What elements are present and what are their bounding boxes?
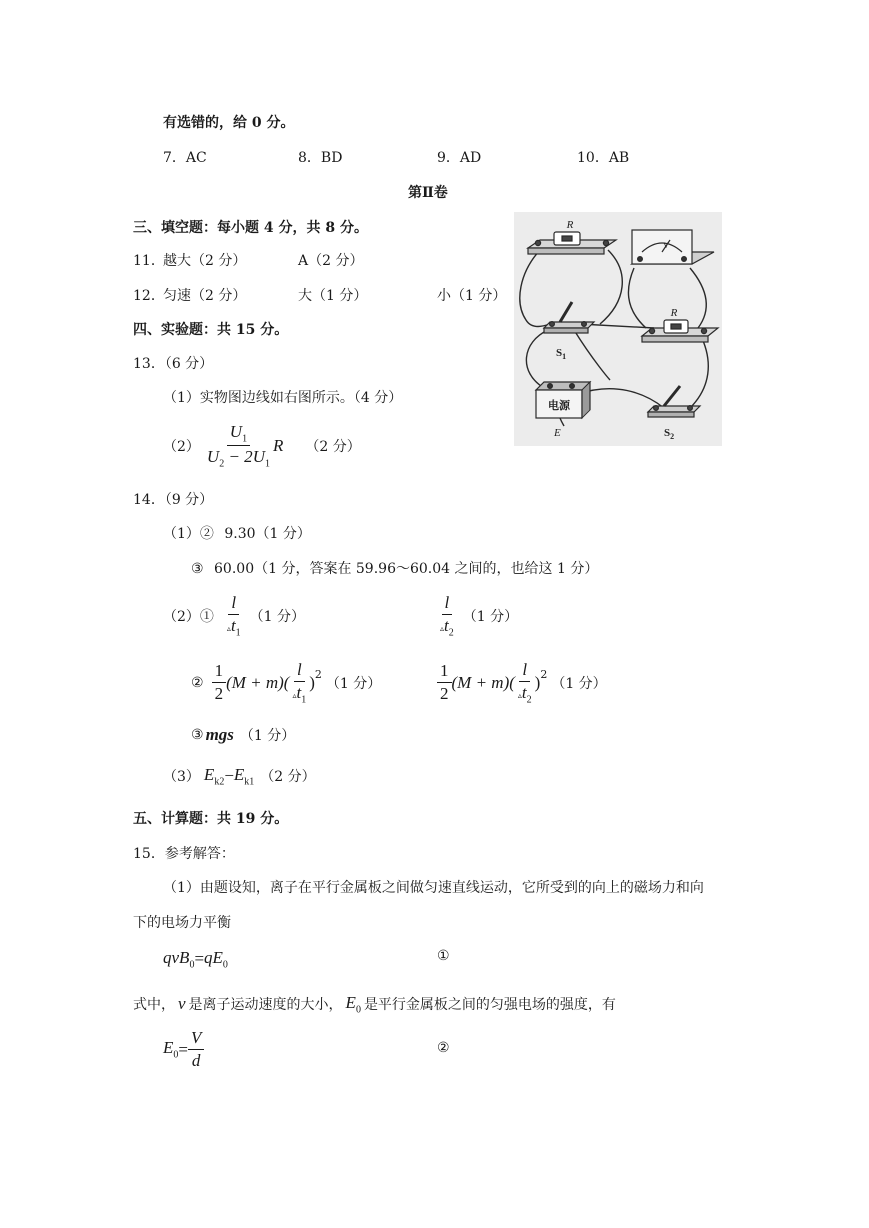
- eq1-rhs: qE: [204, 948, 223, 967]
- q13-numerator: U: [229, 422, 243, 441]
- eq1-marker: ①: [437, 948, 450, 964]
- q14-2-3-score: （1 分）: [239, 728, 296, 744]
- eq1-lhs-sub: 0: [189, 959, 195, 971]
- q14-speed-1-sub: 1: [235, 627, 241, 639]
- q15-equation-1: [163, 948, 228, 970]
- voltmeter-symbol: V: [663, 241, 669, 250]
- q14-square-1: 2: [314, 668, 322, 681]
- answer-8: 8．BD: [298, 150, 343, 166]
- q11-answer-b: A（2 分）: [298, 253, 364, 269]
- q14-square-2: 2: [540, 668, 548, 681]
- section-4-heading: 四、实验题：共 15 分。: [133, 322, 289, 338]
- q14-ke-speed-2: $\frac{l}{▵t_2}$: [517, 660, 532, 706]
- q13-den-a: U: [206, 447, 220, 467]
- q13-part-2-label: （2）: [163, 438, 200, 455]
- q12-answer-b: 大（1 分）: [298, 288, 368, 304]
- q15-number: 15．参考解答：: [133, 846, 235, 862]
- q14-speed-1-num: l: [228, 593, 239, 615]
- prev-section-note: 有选错的，给 0 分。: [163, 115, 295, 131]
- q14-2-2-left: [191, 660, 381, 705]
- q14-2-1-score-b: （1 分）: [462, 608, 519, 625]
- answer-9: 9．AD: [437, 150, 482, 166]
- switch-s2-sub: 2: [670, 432, 675, 441]
- q14-3: [163, 765, 316, 787]
- q14-half-1-num: 1: [212, 661, 227, 683]
- switch-s1-letter: S: [556, 347, 563, 359]
- q14-mass-2: (M + m)(: [451, 672, 515, 692]
- q14-half-2-den: 2: [440, 684, 449, 704]
- q14-close-1: ): [309, 672, 315, 692]
- q14-ek1-sub: k1: [244, 776, 255, 788]
- q14-ek2-sub: k2: [214, 776, 225, 788]
- q14-1-3-answer: 60.00（1 分，答案在 59.96～60.04 之间的，也给这 1 分）: [214, 561, 599, 577]
- q14-circ-3: ③: [191, 727, 204, 743]
- eq2-lhs: E: [163, 1038, 174, 1058]
- q15-equation-2: [163, 1028, 204, 1071]
- eq1-lhs: qvB: [163, 948, 190, 967]
- section-3-heading: 三、填空题：每小题 4 分，共 8 分。: [133, 220, 368, 236]
- power-source-label: 电源: [548, 400, 570, 412]
- q14-ke-speed-2-den: t: [521, 683, 527, 702]
- q13-resistor-symbol: R: [272, 435, 284, 455]
- para2-v: v: [178, 994, 186, 1014]
- q14-half-1-den: 2: [214, 684, 224, 704]
- q14-1-2-answer: 9.30（1 分）: [224, 526, 311, 542]
- q14-mass-1: (M + m)(: [226, 672, 290, 692]
- q14-ke-speed-1: $\frac{l}{▵t_1}$: [292, 660, 307, 706]
- q14-3-label: （3）: [163, 769, 200, 786]
- q14-speed-2: $\frac{l}{▵t_2}$: [440, 593, 454, 639]
- q14-1-3: [191, 558, 598, 578]
- q14-1-2-label: （1）②: [163, 526, 214, 542]
- eq2-lhs-sub: 0: [173, 1049, 179, 1061]
- eq2-den: d: [191, 1051, 201, 1070]
- q14-minus: −: [224, 766, 234, 786]
- para2-E: E: [345, 993, 356, 1012]
- q14-2-1-score-a: （1 分）: [249, 608, 306, 625]
- q13-number: 13．（6 分）: [133, 356, 214, 372]
- q14-ek1: E: [233, 765, 245, 784]
- q13-fraction: [204, 422, 273, 470]
- q14-2-2-right: [437, 660, 607, 705]
- q14-speed-2-den: t: [444, 616, 449, 635]
- q14-ke-speed-2-sub: 2: [526, 694, 532, 706]
- q13-den-b: U: [252, 447, 265, 467]
- q13-numerator-sub: 1: [242, 433, 248, 445]
- q14-speed-2-num: l: [442, 593, 453, 615]
- switch-s2-letter: S: [664, 427, 671, 439]
- q14-ke-speed-2-num: l: [519, 660, 530, 682]
- q14-ke-speed-1-den: t: [296, 683, 302, 702]
- q15-para-1-line-2: 下的电场力平衡: [133, 915, 231, 931]
- part-title: 第Ⅱ卷: [408, 185, 448, 201]
- para2-a: 式中，: [133, 997, 175, 1014]
- q14-2-2-score-b: （1 分）: [551, 675, 607, 692]
- q14-ek2: E: [203, 765, 215, 784]
- q14-2-1-left: [163, 593, 305, 638]
- q14-circ-2: ②: [191, 674, 204, 691]
- q14-number: 14．（9 分）: [133, 492, 214, 508]
- eq2-fraction: [188, 1028, 204, 1071]
- resistor-top-label: R: [566, 219, 574, 231]
- q11-number: 11．: [133, 253, 165, 269]
- eq1-equals: =: [194, 949, 205, 969]
- q14-3-score: （2 分）: [260, 769, 316, 786]
- answer-10: 10．AB: [577, 150, 630, 166]
- q14-half-1: [212, 661, 227, 704]
- q14-speed-2-sub: 2: [448, 627, 454, 639]
- answer-7: 7．AC: [163, 150, 207, 166]
- q15-para-2: [133, 993, 616, 1015]
- q14-2-2-score-a: （1 分）: [325, 675, 382, 692]
- eq2-num: V: [188, 1028, 204, 1050]
- q14-mgs: mgs: [205, 725, 234, 744]
- q15-para-1-line-1: （1）由题设知，离子在平行金属板之间做匀速直线运动，它所受到的向上的磁场力和向: [163, 880, 704, 896]
- q12-answer-a: 匀速（2 分）: [163, 288, 247, 304]
- q14-2-label: （2）①: [163, 608, 214, 625]
- para2-E-sub: 0: [355, 1004, 361, 1016]
- q14-ke-speed-1-sub: 1: [301, 694, 307, 706]
- eq2-equals: =: [178, 1039, 188, 1059]
- q14-1-2: [163, 523, 311, 543]
- q14-half-2-num: 1: [437, 661, 452, 683]
- emf-label: E: [554, 427, 561, 439]
- q13-den-op: − 2: [224, 447, 253, 467]
- q14-half-2: [437, 661, 452, 704]
- q14-2-3: [191, 725, 295, 745]
- q14-ke-speed-1-num: l: [294, 660, 305, 682]
- q11-answer-a: 越大（2 分）: [163, 253, 247, 269]
- q13-part-2-score: （2 分）: [305, 438, 361, 455]
- para2-b: 是离子运动速度的大小，: [188, 997, 343, 1014]
- q14-2-1-right: [437, 593, 518, 638]
- q13-part-1: （1）实物图边线如右图所示。（4 分）: [163, 390, 403, 406]
- resistor-mid-label: R: [670, 307, 678, 319]
- q14-speed-1: $\frac{l}{▵t_1}$: [226, 593, 241, 639]
- q13-part-2: [163, 422, 361, 470]
- q13-den-b-sub: 1: [264, 458, 270, 470]
- eq1-rhs-sub: 0: [222, 959, 228, 971]
- q12-answer-c: 小（1 分）: [437, 288, 507, 304]
- eq2-marker: ②: [437, 1040, 450, 1056]
- q12-number: 12．: [133, 288, 165, 304]
- section-5-heading: 五、计算题：共 19 分。: [133, 811, 289, 827]
- q14-1-3-label: ③: [191, 561, 204, 577]
- para2-c: 是平行金属板之间的匀强电场的强度，有: [363, 997, 616, 1014]
- q14-close-2: ): [534, 672, 541, 692]
- circuit-diagram: [514, 212, 722, 446]
- q14-speed-1-den: t: [230, 616, 236, 635]
- q13-den-a-sub: 2: [219, 458, 225, 470]
- switch-s1-sub: 1: [562, 352, 567, 361]
